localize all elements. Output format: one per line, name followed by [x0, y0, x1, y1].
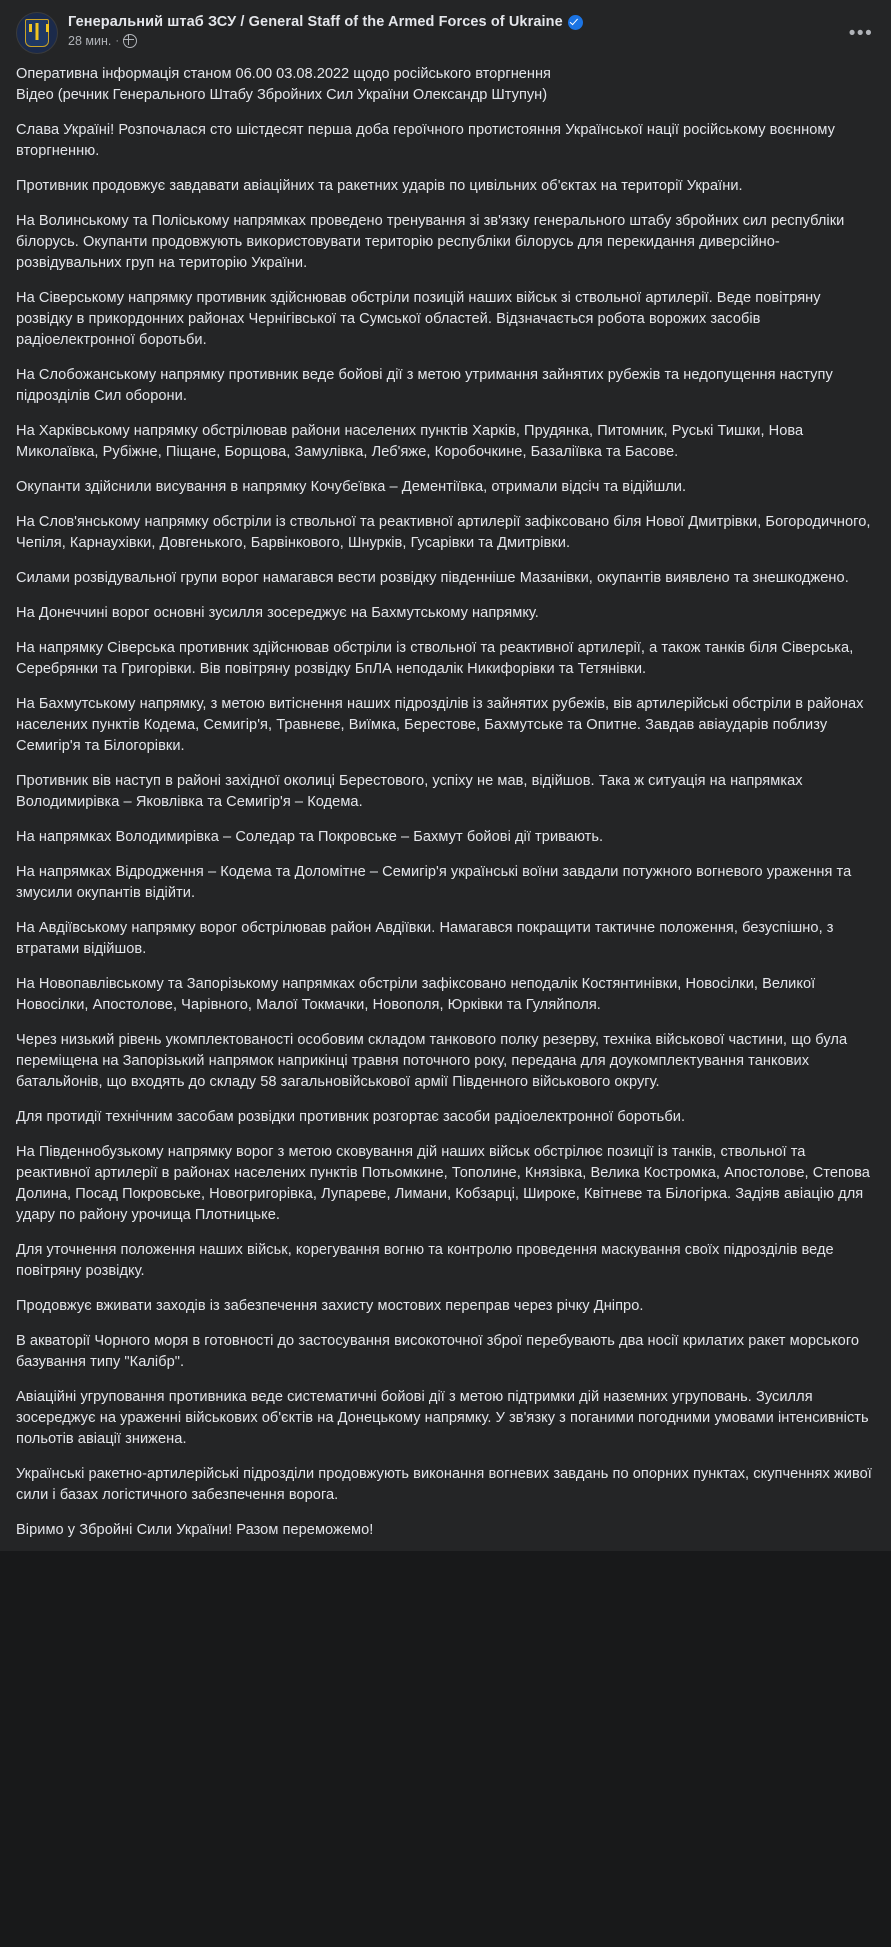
post-paragraph: Через низький рівень укомплектованості особовим складом танкового полку резерву, техніка військової частини, що була переміщена на Запорізький напрямок наприкінці травня поточного року, передана для доукомплектування танкових батальйонів, що входять до складу 58 загальновійськової армії Південного військового округу.: [16, 1032, 848, 1090]
post-author-block: [68, 12, 875, 49]
post-paragraph: Авіаційні угруповання противника веде систематичні бойові дії з метою підтримки дій наземних угруповань. Зусилля зосереджує на ураженні військових об'єктів на Донецькому напрямку. У зв'язку з поганими погодними умовами інтенсивність польотів авіації знижена.: [16, 1389, 869, 1447]
avatar[interactable]: [16, 12, 58, 54]
verified-badge-icon: [568, 15, 583, 30]
post-paragraph: На Слобожанському напрямку противник веде бойові дії з метою утримання зайнятих рубежів та недопущення наступу підрозділів Сил оборони.: [16, 367, 833, 404]
post-meta: [68, 33, 875, 49]
post-paragraph: В акваторії Чорного моря в готовності до застосування високоточної зброї перебувають два носії крилатих ракет морського базування типу "Калібр".: [16, 1333, 860, 1370]
post-paragraph: Слава Україні! Розпочалася сто шістдесят перша доба героїчного протистояння Української нації російському воєнному вторгненню.: [16, 122, 835, 159]
page-name[interactable]: Генеральний штаб ЗСУ / General Staff of the Armed Forces of Ukraine: [68, 14, 563, 30]
post-paragraph: Віримо у Збройні Сили України! Разом переможемо!: [16, 1522, 374, 1538]
post-paragraph: Силами розвідувальної групи ворог намагався вести розвідку південніше Мазанівки, окупантів виявлено та знешкоджено.: [16, 570, 849, 586]
post-paragraph: На Слов'янському напрямку обстріли із ствольної та реактивної артилерії зафіксовано біля Нової Дмитрівки, Богородичного, Чепіля, Карнаухівки, Довгенького, Барвінкового, Шнурків, Гусарівки та Дмитрівки.: [16, 514, 871, 551]
post-paragraph: Продовжує вживати заходів із забезпечення захисту мостових переправ через річку Дніпро.: [16, 1298, 644, 1314]
intro-line: Відео (речник Генерального Штабу Збройних Сил України Олександр Штупун): [16, 87, 548, 103]
post-paragraph: Противник продовжує завдавати авіаційних та ракетних ударів по цивільних об'єктах на території України.: [16, 178, 743, 194]
post-paragraph: Окупанти здійснили висування в напрямку Кочубеївка – Дементіївка, отримали відсіч та відійшли.: [16, 479, 687, 495]
more-options-button[interactable]: •••: [848, 23, 874, 44]
post-paragraph: На Бахмутському напрямку, з метою витіснення наших підрозділів із зайнятих рубежів, вів артилерійські обстріли в районах населених пунктів Кодема, Семигір'я, Травневе, Виїмка, Берестове, Бахмутське та Опитне. Завдав авіаударів поблизу Семигір'я та Білогорівки.: [16, 696, 864, 754]
post-paragraph: На напрямку Сіверська противник здійснював обстріли із ствольної та реактивної артилерії, а також танків біля Сіверська, Серебрянки та Григорівки. Вів повітряну розвідку БпЛА неподалік Никифорівки та Тетянівки.: [16, 640, 854, 677]
post-body: [16, 64, 875, 1541]
post-paragraph: На Волинському та Поліському напрямках проведено тренування зі зв'язку генерального штабу збройних сил республіки білорусь. Окупанти продовжують використовувати територію республіки білорусь для перекидання диверсійно-розвідувальних груп на територію України.: [16, 213, 845, 271]
intro-line: Оперативна інформація станом 06.00 03.08.2022 щодо російського вторгнення: [16, 66, 551, 82]
ukraine-general-staff-emblem-icon: [25, 19, 49, 47]
globe-icon: [123, 34, 137, 48]
post-paragraph: На Південнобузькому напрямку ворог з метою сковування дій наших військ обстрілює позиції із танків, ствольної та реактивної артилерії в районах населених пунктів Потьомкине, Тополине, Князівка, Велика Костромка, Апостолове, Степова Долина, Посад Покровське, Новогригорівка, Лупареве, Лимани, Кобзарці, Широке, Квітневе та Білогірка. Задіяв авіацію для удару по району урочища Плотницьке.: [16, 1144, 870, 1223]
post-intro: [16, 64, 875, 106]
meta-separator: ·: [115, 35, 120, 47]
post-paragraph: Для уточнення положення наших військ, корегування вогню та контролю проведення маскування своїх підрозділів веде повітряну розвідку.: [16, 1242, 834, 1279]
page-name-row: [68, 13, 875, 31]
post-paragraph: На напрямках Володимирівка – Соледар та Покровське – Бахмут бойові дії тривають.: [16, 829, 604, 845]
post-paragraph: На Сіверському напрямку противник здійснював обстріли позицій наших військ зі ствольної артилерії. Веде повітряну розвідку в прикордонних районах Чернігівської та Сумської областей. Відзначається робота ворожих засобів радіоелектронної боротьби.: [16, 290, 821, 348]
post-paragraph: На Авдіївському напрямку ворог обстрілював район Авдіївки. Намагався покращити тактичне положення, безуспішно, з втратами відійшов.: [16, 920, 834, 957]
post-paragraph: На Новопавлівському та Запорізькому напрямках обстріли зафіксовано неподалік Костянтинівки, Новосілки, Великої Новосілки, Апостолове, Чарівного, Малої Токмачки, Новополя, Юрківки та Гуляйполя.: [16, 976, 816, 1013]
post-timestamp[interactable]: 28 мин.: [68, 34, 112, 48]
post-paragraph: Противник вів наступ в районі західної околиці Берестового, успіху не мав, відійшов. Така ж ситуація на напрямках Володимирівка – Яковлівка та Семигір'я – Кодема.: [16, 773, 803, 810]
post-paragraph: На Донеччині ворог основні зусилля зосереджує на Бахмутському напрямку.: [16, 605, 539, 621]
post-header: [16, 12, 875, 54]
post-paragraph: Для протидії технічним засобам розвідки противник розгортає засоби радіоелектронної боротьби.: [16, 1109, 686, 1125]
post-paragraph: На Харківському напрямку обстрілював райони населених пунктів Харків, Прудянка, Питомник, Руські Тишки, Нова Миколаївка, Рубіжне, Піщане, Борщова, Замулівка, Леб'яже, Коробочкине, Базаліївка та Басове.: [16, 423, 804, 460]
post-paragraph: На напрямках Відродження – Кодема та Доломітне – Семигір'я українські воїни завдали потужного вогневого ураження та змусили окупантів відійти.: [16, 864, 852, 901]
post-paragraph: Українські ракетно-артилерійські підрозділи продовжують виконання вогневих завдань по опорних пунктах, скупченнях живої сили і базах логістичного забезпечення ворога.: [16, 1466, 872, 1503]
